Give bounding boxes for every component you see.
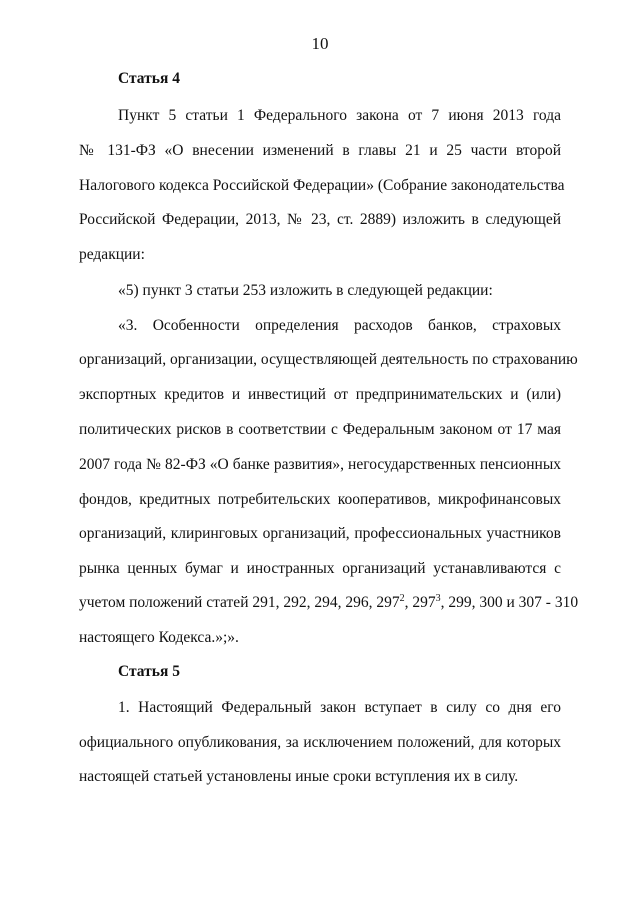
article-4-para1-line1: Пункт 5 статьи 1 Федерального закона от 7 июня 2013 года: [118, 107, 561, 124]
article-5-para1-line3: настоящей статьей установлены иные сроки вступления их в силу.: [79, 768, 519, 785]
article-4-para2: «5) пункт 3 статьи 253 изложить в следующей редакции:: [118, 282, 493, 299]
article-4-para3-line4: политических рисков в соответствии с Федеральным законом от 17 мая: [79, 421, 561, 438]
article-5-para1-line1: 1. Настоящий Федеральный закон вступает в силу со дня его: [118, 699, 561, 716]
superscript-3: 3: [435, 592, 441, 604]
article-4-para1-line4: Российской Федерации, 2013, № 23, ст. 2889) изложить в следующей: [79, 211, 561, 228]
article-4-para3-line1: «3. Особенности определения расходов банков, страховых: [118, 317, 561, 334]
article-4-para3-line9: [79, 592, 579, 613]
article-4-para1-line3: Налогового кодекса Российской Федерации» (Собрание законодательства: [79, 177, 565, 194]
article-4-para3-line10: настоящего Кодекса.»;».: [79, 629, 239, 646]
article-4-para3-line6: фондов, кредитных потребительских кооперативов, микрофинансовых: [79, 491, 561, 508]
line9-text-post: , 299, 300 и 307 - 310: [440, 594, 579, 611]
page-number: 10: [311, 34, 329, 53]
article-5-para1-line2: официального опубликования, за исключением положений, для которых: [79, 734, 561, 751]
superscript-2: 2: [399, 592, 405, 604]
article-4-para3-line3: экспортных кредитов и инвестиций от предпринимательских и (или): [79, 386, 561, 403]
article-4-para3-line7: организаций, клиринговых организаций, профессиональных участников: [79, 525, 561, 542]
article-4-para1-line2: № 131-ФЗ «О внесении изменений в главы 21 и 25 части второй: [79, 142, 561, 159]
article-5-heading: Статья 5: [118, 663, 180, 680]
article-4-para1-line5: редакции:: [79, 246, 145, 263]
article-4-para3-line5: 2007 года № 82-ФЗ «О банке развития», негосударственных пенсионных: [79, 456, 561, 473]
article-4-para3-line2: организаций, организации, осуществляющей деятельность по страхованию: [79, 351, 578, 368]
article-4-para3-line8: рынка ценных бумаг и иностранных организаций устанавливаются с: [79, 560, 561, 577]
line9-text-mid: , 297: [404, 594, 436, 611]
line9-text-pre: учетом положений статей 291, 292, 294, 296, 297: [79, 594, 400, 611]
article-4-heading: Статья 4: [118, 70, 180, 87]
